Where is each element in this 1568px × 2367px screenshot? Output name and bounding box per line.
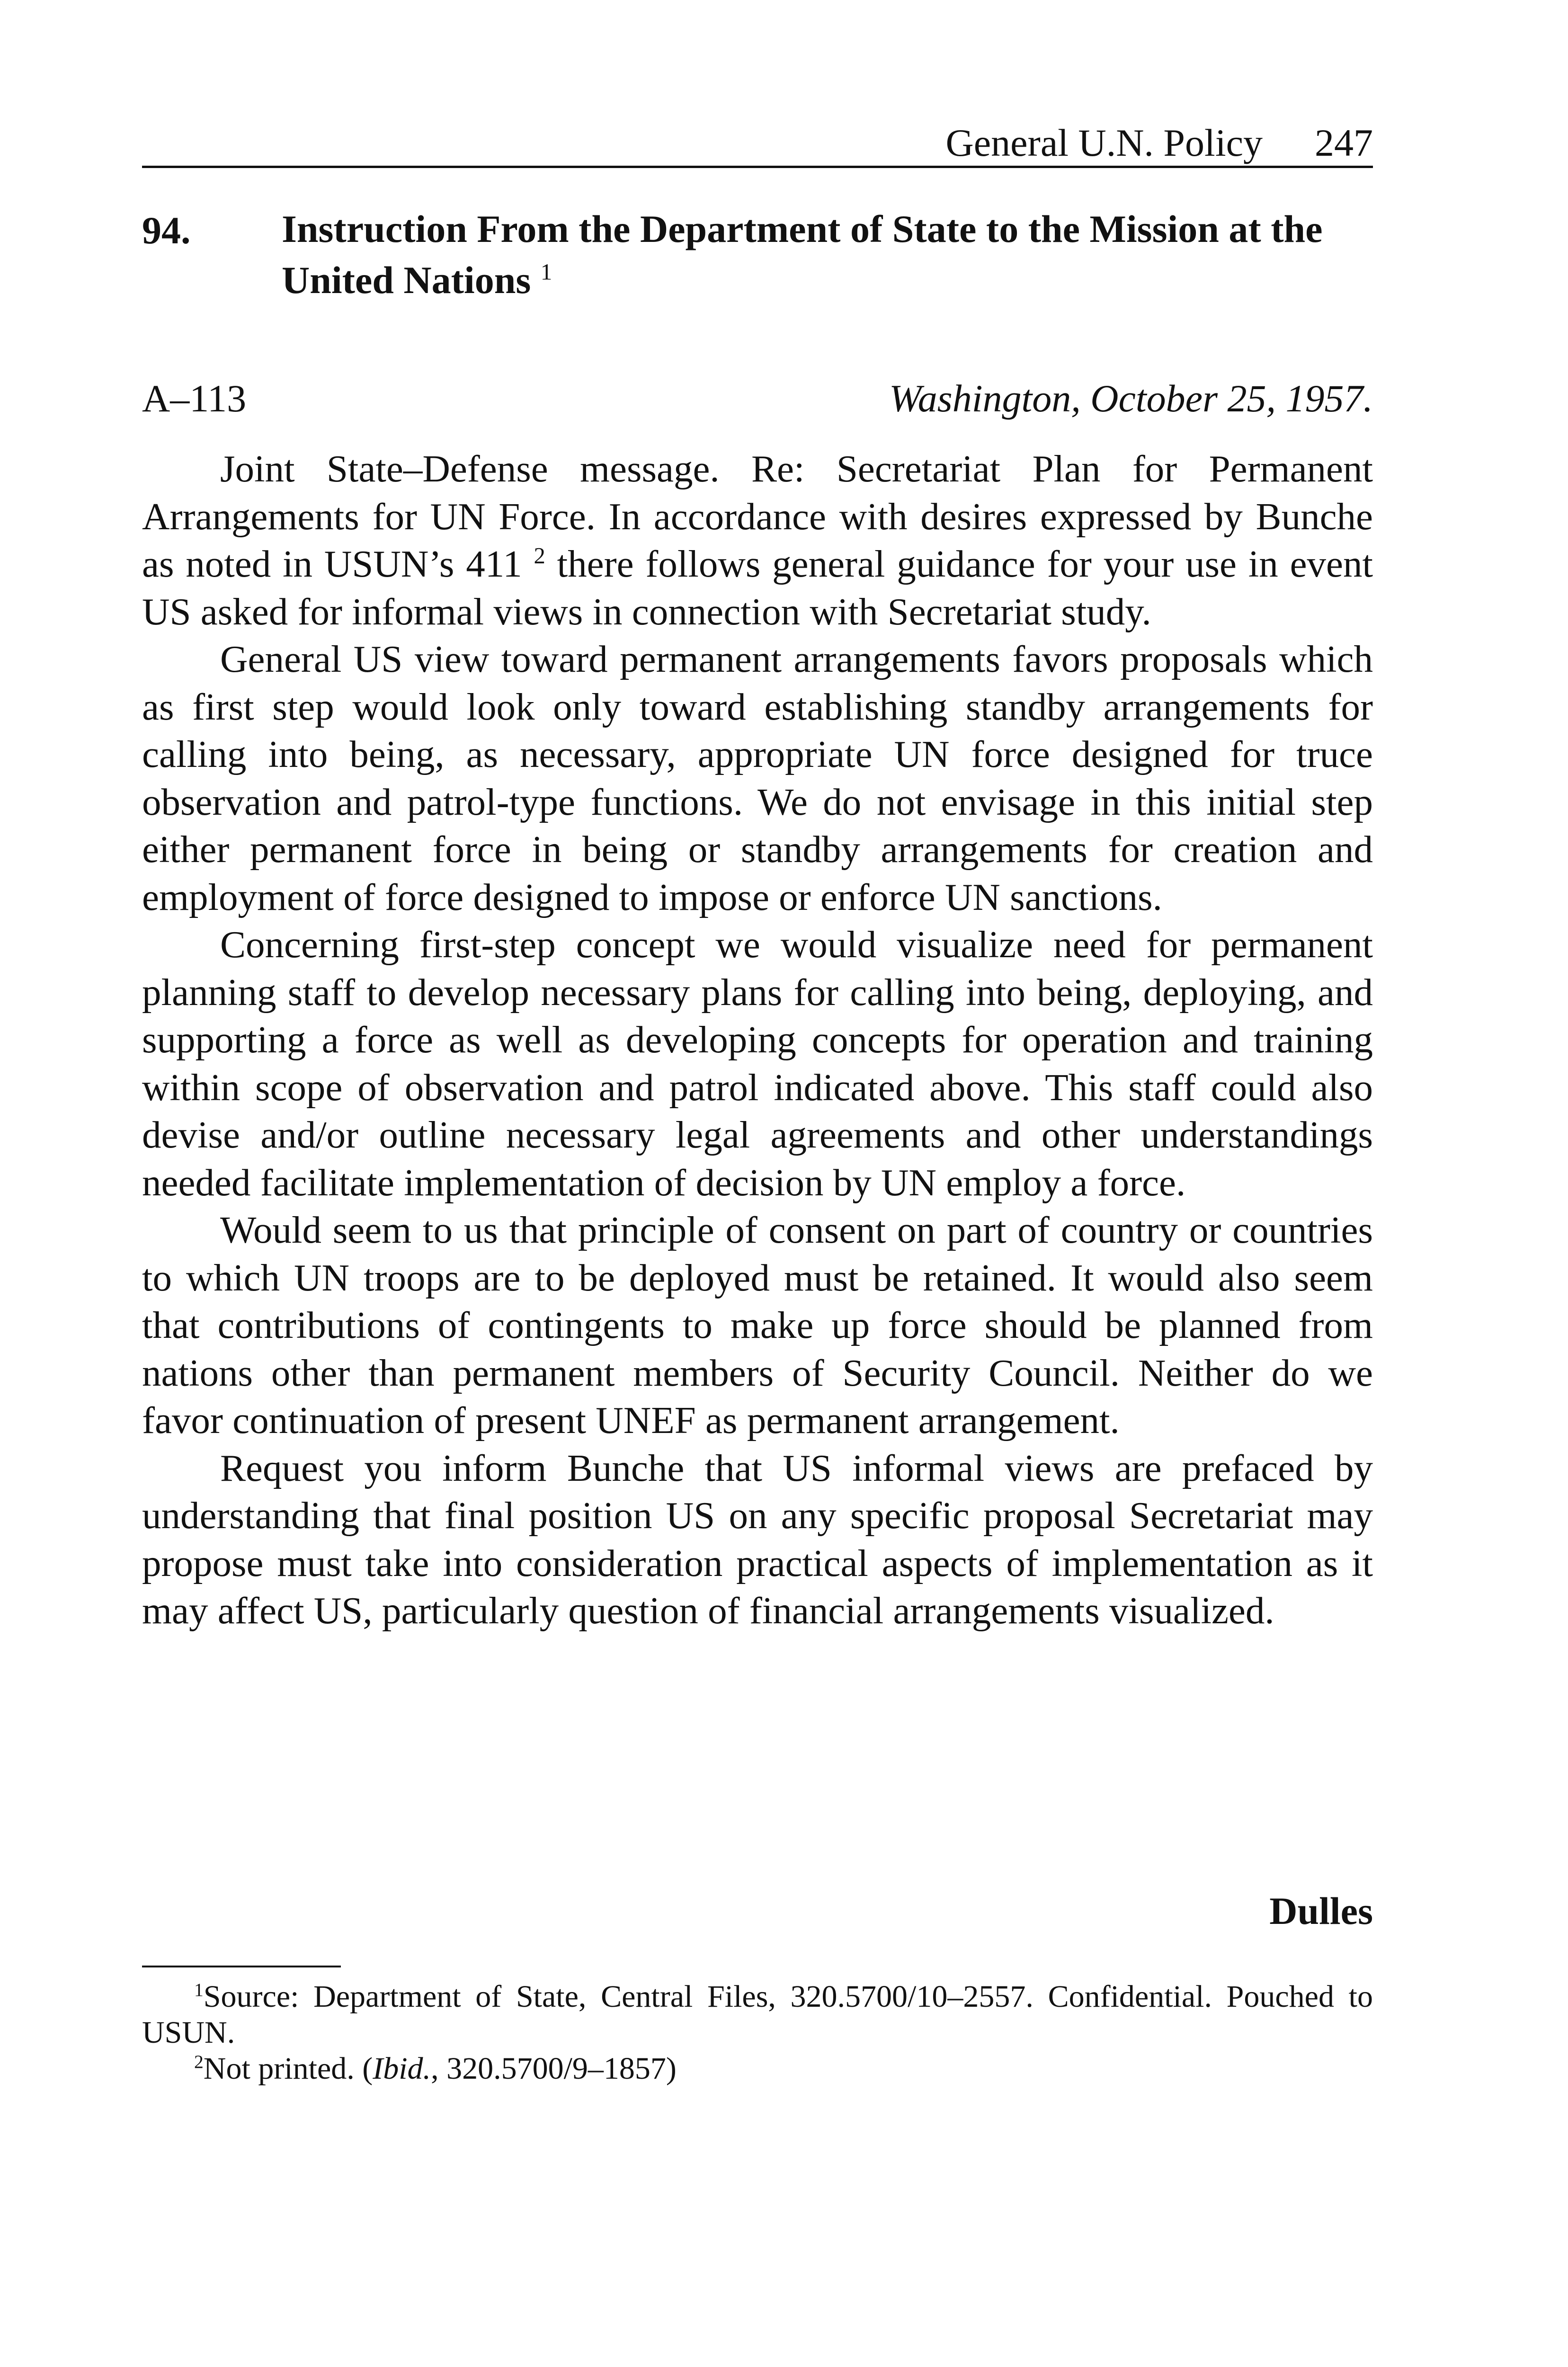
document-number: 94. bbox=[142, 209, 191, 252]
paragraph-1-text-b: there follows general guidance for your use in event US asked for informal views in connection with Secretariat study. bbox=[142, 543, 1373, 633]
document-title bbox=[282, 204, 1371, 306]
signature: Dulles bbox=[1269, 1889, 1373, 1932]
paragraph-4: Would seem to us that principle of consent on part of country or countries to which UN troops are to be deployed must be retained. It would also seem that contributions of contingents to make up force should be planned from nations other than permanent members of Security Council. Neither do we favor continuation of present UNEF as permanent arrangement. bbox=[142, 1209, 1373, 1442]
title-footnote-ref: 1 bbox=[540, 258, 552, 285]
document-title-text: Instruction From the Department of State to the Mission at the United Nations bbox=[282, 207, 1323, 302]
paragraph-1-text-a: Joint State–Defense message. Re: Secretariat Plan for Permanent Arrangements for UN Force. In accordance with desires expressed by Bunche as noted in USUN’s 411 bbox=[142, 447, 1373, 585]
header-rule bbox=[142, 166, 1373, 168]
paragraph-1 bbox=[142, 445, 1373, 635]
footnote-1-mark: 1 bbox=[194, 1979, 204, 2000]
paragraph-1-footnote-ref: 2 bbox=[534, 543, 545, 569]
footnote-1 bbox=[142, 1979, 1373, 2051]
paragraph-5: Request you inform Bunche that US informal views are prefaced by understanding that final position US on any specific proposal Secretariat may propose must take into consideration practical aspects of implementation as it may affect US, particularly question of financial arrangements visualized. bbox=[142, 1446, 1373, 1632]
running-head-section: General U.N. Policy bbox=[945, 121, 1263, 164]
document-id: A–113 bbox=[142, 377, 247, 420]
footnote-2-text-a: Not printed. ( bbox=[203, 2051, 373, 2086]
document-body bbox=[142, 445, 1373, 1635]
footnote-2-text-b: , 320.5700/9–1857) bbox=[431, 2051, 677, 2086]
paragraph-3: Concerning first-step concept we would visualize need for permanent planning staff to develop necessary plans for calling into being, deploying, and supporting a force as well as developing concepts for operation and training within scope of observation and patrol indicated above. This staff could also devise and/or outline necessary legal agreements and other understandings needed facilitate implementation of decision by UN employ a force. bbox=[142, 923, 1373, 1204]
footnote-rule bbox=[142, 1966, 341, 1967]
page-number: 247 bbox=[1315, 121, 1373, 164]
footnote-2-ibid: Ibid. bbox=[373, 2051, 431, 2086]
footnote-2-mark: 2 bbox=[194, 2051, 204, 2072]
running-head bbox=[142, 121, 1373, 168]
dateline: Washington, October 25, 1957. bbox=[889, 377, 1373, 420]
paragraph-2: General US view toward permanent arrangements favors proposals which as first step would look only toward establishing standby arrangements for calling into being, as necessary, appropriate UN force designed for truce observation and patrol-type functions. We do not envisage in this initial step either permanent force in being or standby arrangements for creation and employment of force designed to impose or enforce UN sanctions. bbox=[142, 638, 1373, 918]
footnotes bbox=[142, 1979, 1373, 2087]
footnote-2 bbox=[142, 2051, 1373, 2087]
footnote-1-text: Source: Department of State, Central Files, 320.5700/10–2557. Confidential. Pouched to USUN. bbox=[142, 1979, 1373, 2050]
